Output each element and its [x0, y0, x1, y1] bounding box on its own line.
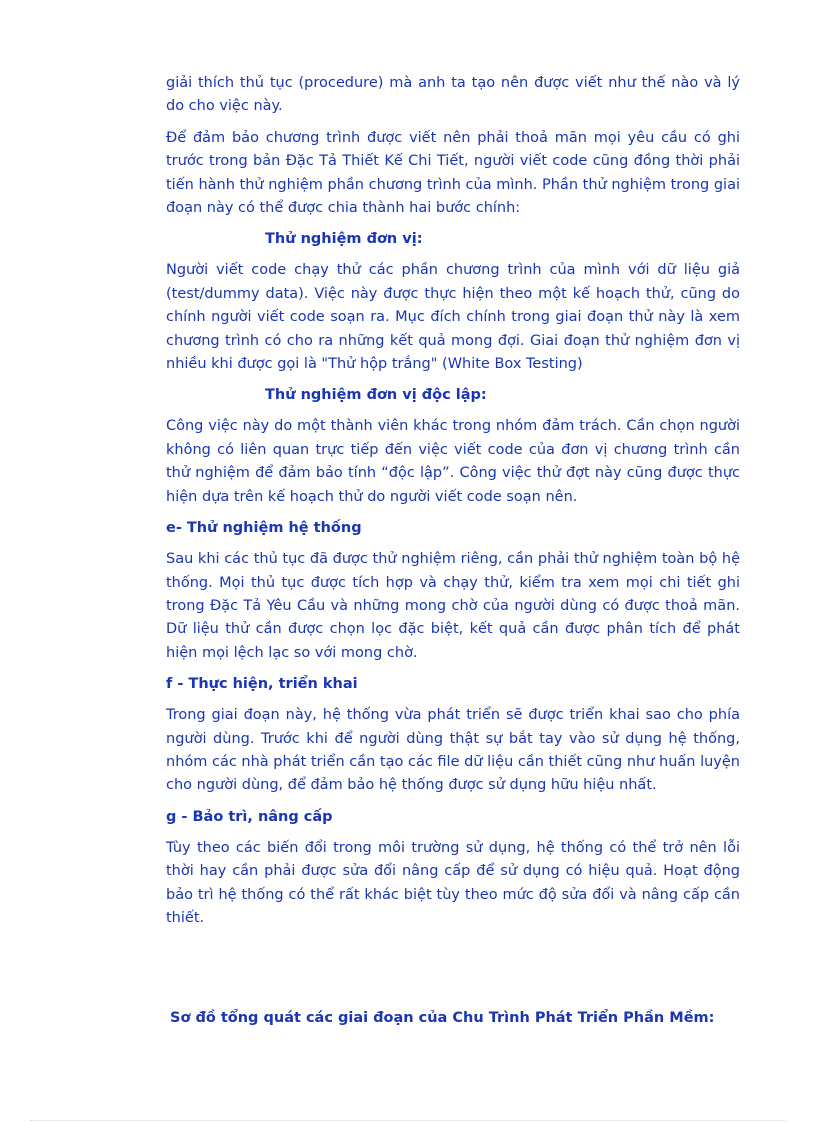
unit-test-heading: Thử nghiệm đơn vị: [265, 231, 423, 248]
intro-paragraph-2: Để đảm bảo chương trình được viết nên phải thoả mãn mọi yêu cầu có ghi trước trong bản Đặc Tả Thiết Kế Chi Tiết, người viết code cũng đồng thời phải tiến hành thử nghiệm phần chương trình của mình. Phần thử nghiệm trong giai đoạn này có thể được chia thành hai bước chính: [166, 129, 740, 217]
deployment-heading: f - Thực hiện, triển khai [166, 676, 358, 693]
diagram-title: Sơ đồ tổng quát các giai đoạn của Chu Trình Phát Triển Phần Mềm: [170, 1010, 715, 1026]
system-test-heading: e- Thử nghiệm hệ thống [166, 520, 362, 537]
maintenance-paragraph: Tùy theo các biến đổi trong môi trường sử dụng, hệ thống có thể trở nên lỗi thời hay cần phải được sửa đổi nâng cấp để sử dụng có hiệu quả. Hoạt động bảo trì hệ thống có thể rất khác biệt tùy theo mức độ sửa đổi và nâng cấp cần thiết. [166, 839, 740, 926]
intro-paragraph-1: giải thích thủ tục (procedure) mà anh ta tạo nên được viết như thế nào và lý do cho việc này. [166, 75, 740, 115]
independent-test-heading: Thử nghiệm đơn vị độc lập: [265, 387, 487, 404]
maintenance-heading: g - Bảo trì, nâng cấp [166, 808, 333, 825]
system-test-paragraph: Sau khi các thủ tục đã được thử nghiệm riêng, cần phải thử nghiệm toàn bộ hệ thống. Mọi thủ tục được tích hợp và chạy thử, kiểm tra xem mọi chi tiết ghi trong Đặc Tả Yêu Cầu và những mong chờ của người dùng có được thoả mãn. Dữ liệu thử cần được chọn lọc đặc biệt, kết quả cần được phân tích để phát hiện mọi lệch lạc so với mong chờ. [166, 551, 740, 661]
deployment-paragraph: Trong giai đoạn này, hệ thống vừa phát triển sẽ được triển khai sao cho phía người dùng. Trước khi để người dùng thật sự bắt tay vào sử dụng hệ thống, nhóm các nhà phát triển cần tạo các file dữ liệu cần thiết cũng như huấn luyện cho người dùng, để đảm bảo hệ thống được sử dụng hữu hiệu nhất. [166, 707, 740, 794]
page-footer-divider [30, 1120, 786, 1121]
unit-test-paragraph: Người viết code chạy thử các phần chương trình của mình với dữ liệu giả (test/dummy data). Việc này được thực hiện theo một kế hoạch thử, cũng do chính người viết code soạn ra. Mục đích chính trong giai đoạn thử này là xem chương trình có cho ra những kết quả mong đợi. Giai đoạn thử nghiệm đơn vị nhiều khi được gọi là "Thử hộp trắng" (White Box Testing) [166, 262, 740, 373]
independent-test-paragraph: Công việc này do một thành viên khác trong nhóm đảm trách. Cần chọn người không có liên quan trực tiếp đến việc viết code của đơn vị chương trình cần thử nghiệm để đảm bảo tính “độc lập”. Công việc thử đợt này cũng được thực hiện dựa trên kế hoạch thử do người viết code soạn nên. [166, 418, 740, 505]
document-page [166, 72, 740, 938]
